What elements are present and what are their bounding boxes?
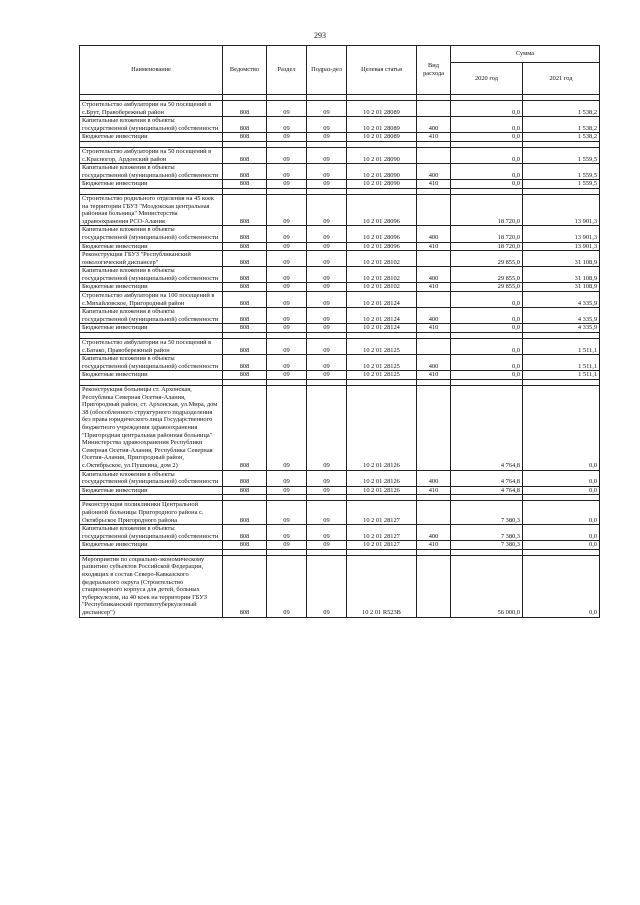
- row-vedomstvo: 808: [223, 525, 267, 541]
- row-vedomstvo: 808: [223, 292, 267, 308]
- row-amount-2021: 31 108,9: [523, 251, 600, 267]
- table-row: [80, 147, 600, 163]
- row-vedomstvo: 808: [223, 101, 267, 117]
- row-amount-2021: 1 559,5: [523, 147, 600, 163]
- row-vedomstvo: 808: [223, 283, 267, 292]
- row-target: 10 2 01 28090: [347, 164, 417, 180]
- row-podrazdel: 09: [307, 101, 347, 117]
- header-target: Целевая статья: [347, 46, 417, 95]
- row-vedomstvo: 808: [223, 371, 267, 380]
- table-row: [80, 117, 600, 133]
- row-target: 10 2 01 28089: [347, 117, 417, 133]
- row-razdel: 09: [267, 226, 307, 242]
- row-amount-2020: 7 380,3: [451, 525, 523, 541]
- row-podrazdel: 09: [307, 525, 347, 541]
- row-vedomstvo: 808: [223, 242, 267, 251]
- row-target: 10 2 01 28127: [347, 525, 417, 541]
- row-name: Капитальные вложения в объекты государственной (муниципальной) собственности: [80, 355, 223, 371]
- row-podrazdel: 09: [307, 292, 347, 308]
- table-body: [80, 95, 600, 618]
- row-podrazdel: 09: [307, 308, 347, 324]
- table-row: [80, 180, 600, 189]
- row-target: 10 2 01 28096: [347, 194, 417, 225]
- row-vedomstvo: 808: [223, 339, 267, 355]
- row-amount-2020: 18 720,0: [451, 242, 523, 251]
- row-amount-2021: 0,0: [523, 555, 600, 617]
- row-razdel: 09: [267, 525, 307, 541]
- row-podrazdel: 09: [307, 164, 347, 180]
- row-vedomstvo: 808: [223, 486, 267, 495]
- row-amount-2021: 31 108,9: [523, 267, 600, 283]
- row-vid: 400: [417, 525, 451, 541]
- row-amount-2020: 4 764,8: [451, 386, 523, 471]
- row-amount-2020: 0,0: [451, 164, 523, 180]
- row-podrazdel: 09: [307, 147, 347, 163]
- row-podrazdel: 09: [307, 501, 347, 525]
- row-amount-2021: 4 335,9: [523, 324, 600, 333]
- row-vedomstvo: 808: [223, 541, 267, 550]
- table-row: [80, 486, 600, 495]
- row-podrazdel: 09: [307, 355, 347, 371]
- row-vedomstvo: 808: [223, 194, 267, 225]
- row-podrazdel: 09: [307, 555, 347, 617]
- table-row: [80, 555, 600, 617]
- row-amount-2020: 0,0: [451, 117, 523, 133]
- row-vid: 410: [417, 133, 451, 142]
- row-podrazdel: 09: [307, 541, 347, 550]
- row-amount-2020: 29 855,0: [451, 267, 523, 283]
- row-podrazdel: 09: [307, 386, 347, 471]
- row-vedomstvo: 808: [223, 147, 267, 163]
- budget-table: [79, 45, 600, 618]
- row-podrazdel: 09: [307, 242, 347, 251]
- header-2020: 2020 год: [451, 63, 523, 95]
- table-row: [80, 242, 600, 251]
- row-target: 10 2 01 28124: [347, 292, 417, 308]
- row-vid: 400: [417, 226, 451, 242]
- row-vedomstvo: 808: [223, 470, 267, 486]
- row-amount-2021: 31 108,9: [523, 283, 600, 292]
- row-razdel: 09: [267, 194, 307, 225]
- row-amount-2020: 7 380,3: [451, 501, 523, 525]
- row-name: Капитальные вложения в объекты государственной (муниципальной) собственности: [80, 308, 223, 324]
- row-name: Бюджетные инвестиции: [80, 242, 223, 251]
- row-vedomstvo: 808: [223, 308, 267, 324]
- table-row: [80, 164, 600, 180]
- row-razdel: 09: [267, 386, 307, 471]
- row-vedomstvo: 808: [223, 117, 267, 133]
- row-vid: 400: [417, 470, 451, 486]
- row-vedomstvo: 808: [223, 555, 267, 617]
- row-amount-2021: 1 538,2: [523, 133, 600, 142]
- row-razdel: 09: [267, 164, 307, 180]
- row-name: Реконструкция поликлиники Центральной районной больницы Пригородного района с. Октябрьское Пригородного района: [80, 501, 223, 525]
- row-vedomstvo: 808: [223, 386, 267, 471]
- row-vedomstvo: 808: [223, 501, 267, 525]
- row-razdel: 09: [267, 242, 307, 251]
- row-target: 10 2 01 28124: [347, 308, 417, 324]
- row-name: Строительство амбулатории на 50 посещений в с.Брут, Правобережный район: [80, 101, 223, 117]
- row-vid: [417, 147, 451, 163]
- row-razdel: 09: [267, 101, 307, 117]
- row-amount-2020: 0,0: [451, 355, 523, 371]
- row-vid: 410: [417, 541, 451, 550]
- row-vid: 400: [417, 267, 451, 283]
- row-name: Капитальные вложения в объекты государственной (муниципальной) собственности: [80, 525, 223, 541]
- row-amount-2020: 0,0: [451, 308, 523, 324]
- row-vid: 410: [417, 283, 451, 292]
- row-amount-2020: 0,0: [451, 147, 523, 163]
- row-amount-2021: 13 901,3: [523, 194, 600, 225]
- row-name: Капитальные вложения в объекты государственной (муниципальной) собственности: [80, 226, 223, 242]
- table-row: [80, 308, 600, 324]
- row-podrazdel: 09: [307, 180, 347, 189]
- row-podrazdel: 09: [307, 251, 347, 267]
- row-name: Бюджетные инвестиции: [80, 180, 223, 189]
- table-row: [80, 324, 600, 333]
- row-amount-2020: 0,0: [451, 339, 523, 355]
- row-vid: [417, 292, 451, 308]
- row-name: Капитальные вложения в объекты государственной (муниципальной) собственности: [80, 117, 223, 133]
- table-row: [80, 267, 600, 283]
- row-amount-2021: 0,0: [523, 386, 600, 471]
- row-name: Капитальные вложения в объекты государственной (муниципальной) собственности: [80, 164, 223, 180]
- row-name: Капитальные вложения в объекты государственной (муниципальной) собственности: [80, 470, 223, 486]
- row-razdel: 09: [267, 133, 307, 142]
- row-target: 10 2 01 28127: [347, 541, 417, 550]
- row-amount-2020: 18 720,0: [451, 226, 523, 242]
- row-name: Бюджетные инвестиции: [80, 283, 223, 292]
- row-vid: 410: [417, 242, 451, 251]
- row-razdel: 09: [267, 267, 307, 283]
- row-amount-2020: 0,0: [451, 180, 523, 189]
- row-amount-2021: 0,0: [523, 470, 600, 486]
- row-name: Бюджетные инвестиции: [80, 371, 223, 380]
- row-target: 10 2 01 28096: [347, 242, 417, 251]
- row-vid: 400: [417, 308, 451, 324]
- row-razdel: 09: [267, 251, 307, 267]
- row-razdel: 09: [267, 555, 307, 617]
- row-vid: 400: [417, 164, 451, 180]
- row-razdel: 09: [267, 292, 307, 308]
- row-target: 10 2 01 28124: [347, 324, 417, 333]
- row-vid: 400: [417, 355, 451, 371]
- row-podrazdel: 09: [307, 267, 347, 283]
- row-amount-2021: 1 559,5: [523, 180, 600, 189]
- row-amount-2021: 1 559,5: [523, 164, 600, 180]
- row-target: 10 2 01 28090: [347, 180, 417, 189]
- row-target: 10 2 01 28090: [347, 147, 417, 163]
- row-vid: 410: [417, 180, 451, 189]
- row-razdel: 09: [267, 355, 307, 371]
- row-name: Строительство амбулатории на 50 посещений в с.Батако, Правобережный район: [80, 339, 223, 355]
- row-podrazdel: 09: [307, 371, 347, 380]
- header-name: Наименование: [80, 46, 223, 95]
- table-row: [80, 386, 600, 471]
- row-target: 10 2 01 28125: [347, 339, 417, 355]
- table-row: [80, 371, 600, 380]
- row-razdel: 09: [267, 283, 307, 292]
- row-vedomstvo: 808: [223, 324, 267, 333]
- row-vid: [417, 501, 451, 525]
- row-podrazdel: 09: [307, 283, 347, 292]
- row-name: Реконструкция ГБУЗ "Республиканский онкологический диспансер": [80, 251, 223, 267]
- row-target: 10 2 01 28102: [347, 283, 417, 292]
- row-amount-2020: 4 764,8: [451, 470, 523, 486]
- row-amount-2021: 0,0: [523, 501, 600, 525]
- row-amount-2020: 0,0: [451, 371, 523, 380]
- row-target: 10 2 01 28125: [347, 355, 417, 371]
- row-target: 10 2 01 R523B: [347, 555, 417, 617]
- row-amount-2020: 0,0: [451, 101, 523, 117]
- row-name: Бюджетные инвестиции: [80, 486, 223, 495]
- row-target: 10 2 01 28096: [347, 226, 417, 242]
- row-amount-2021: 13 901,3: [523, 226, 600, 242]
- row-vid: [417, 101, 451, 117]
- row-razdel: 09: [267, 339, 307, 355]
- row-podrazdel: 09: [307, 117, 347, 133]
- row-amount-2020: 0,0: [451, 324, 523, 333]
- row-amount-2021: 4 335,9: [523, 308, 600, 324]
- table-row: [80, 251, 600, 267]
- row-podrazdel: 09: [307, 324, 347, 333]
- row-name: Реконструкция больницы ст. Архонская, Республика Северная Осетия-Алания, Пригородный район, ст. Архонская, ул.Мира, дом 38 (обособленного структурного подразделения без права юридического лица Государственного бюджетного учреждения здравоохранения "Пригородная центральная районная больница" Министерства здравоохранения Республики Северная Осетия-Алания, Республика Северная Осетия-Алания, Пригородный район, с.Октябрьское, ул.Пушкина, дом 2): [80, 386, 223, 471]
- table-header: [80, 46, 600, 95]
- row-vid: 410: [417, 324, 451, 333]
- row-amount-2021: 0,0: [523, 525, 600, 541]
- row-vedomstvo: 808: [223, 267, 267, 283]
- table-row: [80, 226, 600, 242]
- row-amount-2021: 1 511,1: [523, 371, 600, 380]
- row-vedomstvo: 808: [223, 251, 267, 267]
- header-sum: Сумма: [451, 46, 600, 63]
- table-row: [80, 292, 600, 308]
- header-podrazdel: Подраз-дел: [307, 46, 347, 95]
- row-podrazdel: 09: [307, 486, 347, 495]
- row-name: Мероприятия по социально-экономическому развитию субъектов Российской Федерации, входящих в состав Северо-Кавказского федерального округа (Строительство стационарного корпуса для детей, больных туберкулезом, на 40 коек на территории ГБУЗ "Республиканский противотуберкулезный диспансер"): [80, 555, 223, 617]
- row-amount-2020: 29 855,0: [451, 283, 523, 292]
- table-row: [80, 339, 600, 355]
- row-razdel: 09: [267, 541, 307, 550]
- row-name: Бюджетные инвестиции: [80, 133, 223, 142]
- header-vid: Вид расхода: [417, 46, 451, 95]
- row-vedomstvo: 808: [223, 355, 267, 371]
- table-row: [80, 525, 600, 541]
- row-amount-2020: 56 000,0: [451, 555, 523, 617]
- row-razdel: 09: [267, 147, 307, 163]
- table-row: [80, 101, 600, 117]
- row-podrazdel: 09: [307, 133, 347, 142]
- row-amount-2020: 29 855,0: [451, 251, 523, 267]
- header-vedomstvo: Ведомство: [223, 46, 267, 95]
- row-amount-2021: 13 901,3: [523, 242, 600, 251]
- row-target: 10 2 01 28126: [347, 470, 417, 486]
- row-name: Бюджетные инвестиции: [80, 324, 223, 333]
- row-vedomstvo: 808: [223, 226, 267, 242]
- row-target: 10 2 01 28102: [347, 267, 417, 283]
- row-vid: 410: [417, 486, 451, 495]
- row-amount-2021: 4 335,9: [523, 292, 600, 308]
- row-target: 10 2 01 28126: [347, 386, 417, 471]
- table-row: [80, 133, 600, 142]
- row-razdel: 09: [267, 486, 307, 495]
- table-row: [80, 194, 600, 225]
- row-vid: [417, 386, 451, 471]
- row-razdel: 09: [267, 470, 307, 486]
- table-row: [80, 470, 600, 486]
- row-amount-2021: 0,0: [523, 486, 600, 495]
- table-row: [80, 541, 600, 550]
- row-target: 10 2 01 28127: [347, 501, 417, 525]
- row-vedomstvo: 808: [223, 180, 267, 189]
- row-podrazdel: 09: [307, 194, 347, 225]
- row-razdel: 09: [267, 501, 307, 525]
- row-vedomstvo: 808: [223, 164, 267, 180]
- row-razdel: 09: [267, 308, 307, 324]
- row-amount-2021: 1 538,2: [523, 117, 600, 133]
- row-vid: [417, 555, 451, 617]
- row-razdel: 09: [267, 117, 307, 133]
- row-name: Строительство амбулатории на 50 посещений в с.Красногор, Ардонский район: [80, 147, 223, 163]
- row-amount-2021: 1 538,2: [523, 101, 600, 117]
- row-amount-2020: 4 764,8: [451, 486, 523, 495]
- row-target: 10 2 01 28102: [347, 251, 417, 267]
- row-name: Капитальные вложения в объекты государственной (муниципальной) собственности: [80, 267, 223, 283]
- row-amount-2021: 0,0: [523, 541, 600, 550]
- row-target: 10 2 01 28125: [347, 371, 417, 380]
- row-vid: 410: [417, 371, 451, 380]
- row-name: Бюджетные инвестиции: [80, 541, 223, 550]
- row-vid: [417, 339, 451, 355]
- row-target: 10 2 01 28089: [347, 101, 417, 117]
- row-target: 10 2 01 28126: [347, 486, 417, 495]
- row-target: 10 2 01 28089: [347, 133, 417, 142]
- row-amount-2021: 1 511,1: [523, 355, 600, 371]
- row-amount-2020: 0,0: [451, 133, 523, 142]
- row-razdel: 09: [267, 324, 307, 333]
- page-number: 293: [314, 31, 326, 40]
- row-vid: [417, 194, 451, 225]
- row-podrazdel: 09: [307, 470, 347, 486]
- row-razdel: 09: [267, 180, 307, 189]
- table-row: [80, 283, 600, 292]
- row-vedomstvo: 808: [223, 133, 267, 142]
- row-name: Строительство амбулатории на 100 посещений в с.Михайловское, Пригородный район: [80, 292, 223, 308]
- row-name: Строительство родильного отделения на 45 коек на территории ГБУЗ "Моздокская центральная районная больница" Министерства здравоохранения РСО-Алания: [80, 194, 223, 225]
- header-razdel: Раздел: [267, 46, 307, 95]
- table-row: [80, 355, 600, 371]
- row-amount-2020: 0,0: [451, 292, 523, 308]
- row-razdel: 09: [267, 371, 307, 380]
- row-vid: [417, 251, 451, 267]
- table-row: [80, 501, 600, 525]
- row-amount-2020: 7 380,3: [451, 541, 523, 550]
- row-podrazdel: 09: [307, 339, 347, 355]
- row-amount-2020: 18 720,0: [451, 194, 523, 225]
- header-2021: 2021 год: [523, 63, 600, 95]
- row-podrazdel: 09: [307, 226, 347, 242]
- row-amount-2021: 1 511,1: [523, 339, 600, 355]
- row-vid: 400: [417, 117, 451, 133]
